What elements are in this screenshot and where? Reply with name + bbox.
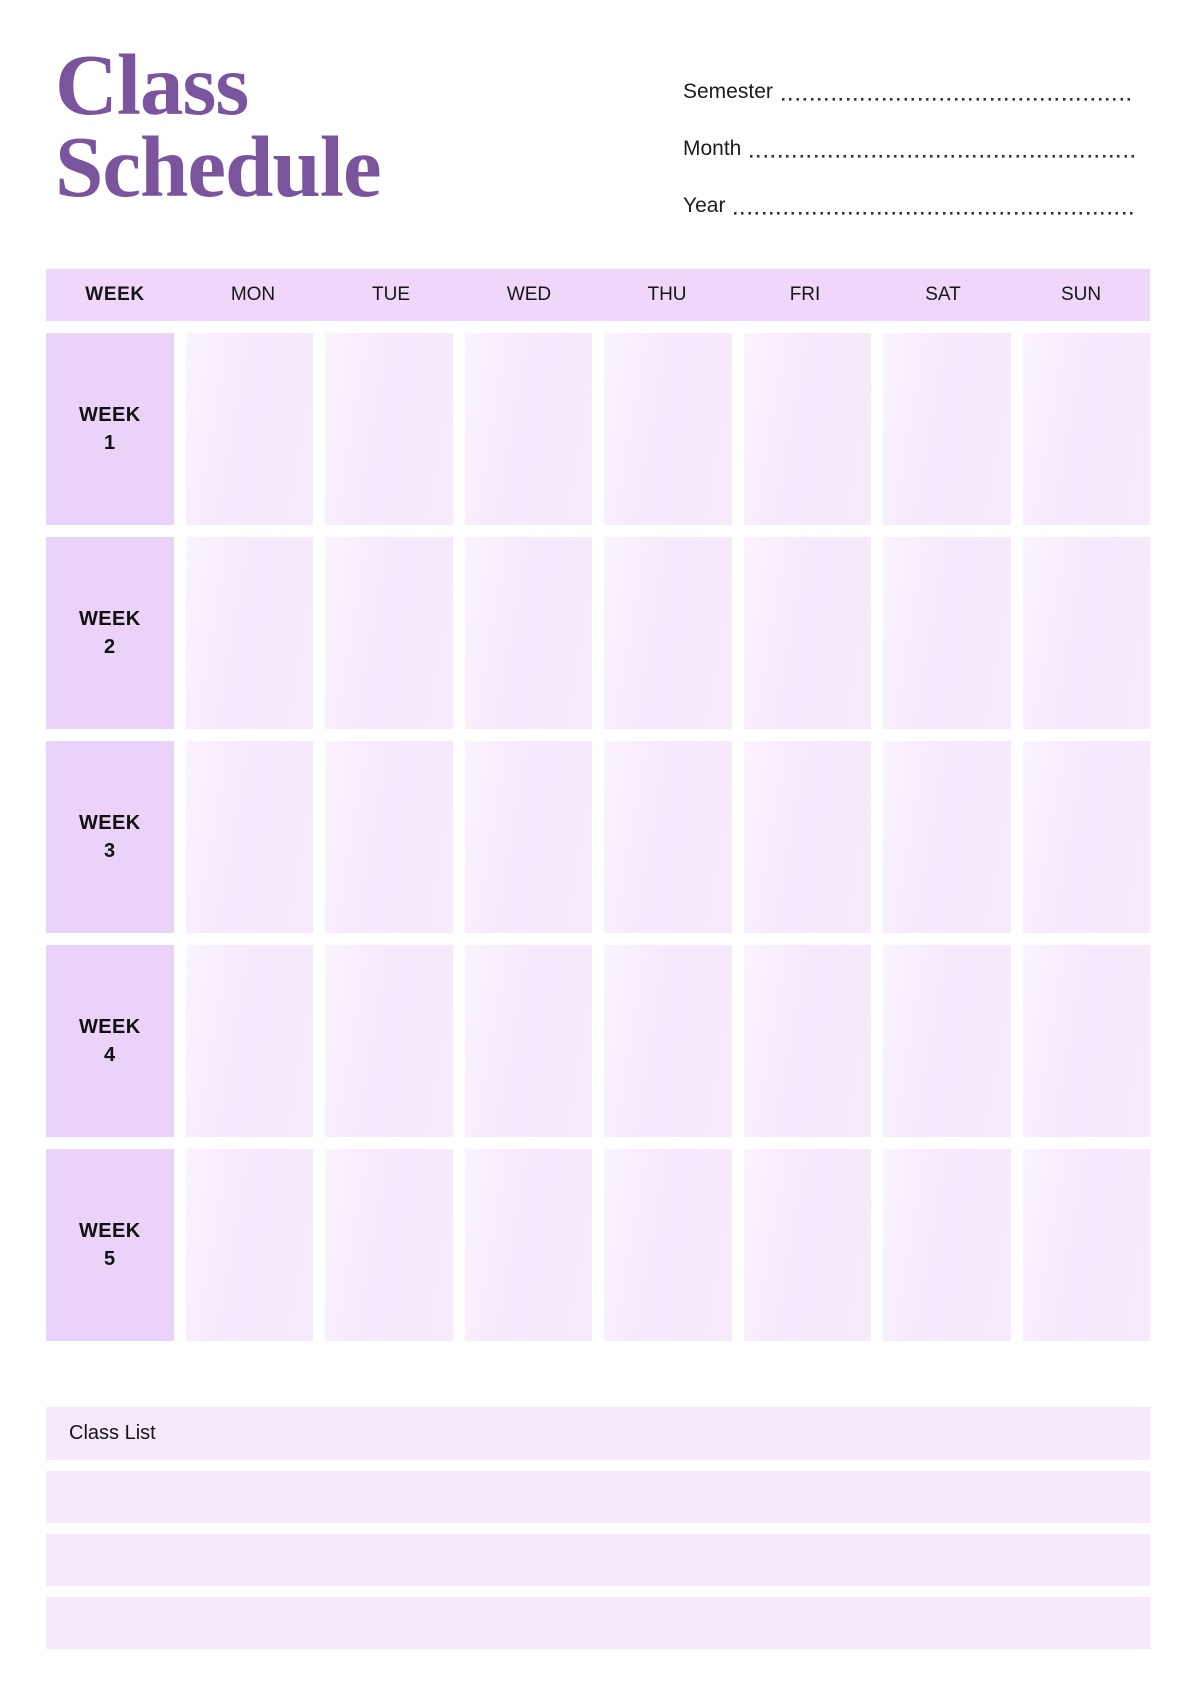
day-cell[interactable] [883,537,1011,729]
day-cell[interactable] [604,1149,732,1341]
class-list-rows [46,1471,1150,1649]
column-header-sat: SAT [925,284,961,305]
column-header-wed: WED [506,284,552,305]
day-cell[interactable] [325,333,453,525]
week-label-text: WEEK [78,1220,141,1242]
class-list-row[interactable] [46,1471,1150,1523]
semester-label: Semester [683,80,773,103]
month-label: Month [683,137,742,160]
week-label-text: WEEK [78,404,141,426]
day-cell[interactable] [325,741,453,933]
week-label-text: WEEK [78,812,141,834]
week-label-cell [46,1149,174,1341]
month-blank-line[interactable] [750,137,1134,161]
week-label-cell [46,741,174,933]
day-cell[interactable] [744,537,872,729]
day-cell[interactable] [186,537,314,729]
semester-blank-line[interactable] [782,80,1134,104]
month-field [683,137,1134,161]
day-cell[interactable] [883,333,1011,525]
class-list-title: Class List [69,1422,156,1444]
week-row-4 [46,945,1150,1137]
schedule-header-row [46,269,1150,321]
week-row-2 [46,537,1150,729]
day-cell[interactable] [604,537,732,729]
week-number-text: 4 [103,1044,116,1066]
column-header-sun: SUN [1060,284,1102,305]
year-field [683,194,1134,218]
week-number-text: 2 [103,636,116,658]
day-cell[interactable] [604,945,732,1137]
week-label-text: WEEK [78,608,141,630]
class-list-row[interactable] [46,1597,1150,1649]
day-cell[interactable] [604,333,732,525]
day-cell[interactable] [465,945,593,1137]
week-row-1 [46,333,1150,525]
day-cell[interactable] [883,945,1011,1137]
week-number-text: 3 [103,840,116,862]
column-header-mon: MON [230,284,276,305]
year-blank-line[interactable] [734,194,1134,218]
week-label-cell [46,945,174,1137]
column-header-week: WEEK [85,284,145,305]
class-list-header [46,1407,1150,1460]
week-number-text: 1 [103,432,116,454]
day-cell[interactable] [465,741,593,933]
day-cell[interactable] [325,1149,453,1341]
day-cell[interactable] [604,741,732,933]
week-number-text: 5 [103,1248,116,1270]
day-cell[interactable] [465,1149,593,1341]
day-cell[interactable] [1023,333,1151,525]
day-cell[interactable] [325,945,453,1137]
page-title-line2: Schedule [55,118,381,215]
day-cell[interactable] [465,333,593,525]
column-header-thu: THU [647,284,687,305]
day-cell[interactable] [186,333,314,525]
day-cell[interactable] [1023,537,1151,729]
column-header-fri: FRI [789,284,821,305]
week-label-text: WEEK [78,1016,141,1038]
column-header-tue: TUE [372,284,410,305]
day-cell[interactable] [744,741,872,933]
day-cell[interactable] [465,537,593,729]
day-cell[interactable] [325,537,453,729]
day-cell[interactable] [1023,945,1151,1137]
page-title-line1: Class [55,36,249,133]
day-cell[interactable] [883,1149,1011,1341]
class-list-row[interactable] [46,1534,1150,1586]
day-cell[interactable] [186,1149,314,1341]
class-list-section [46,1407,1150,1660]
week-row-5 [46,1149,1150,1341]
day-cell[interactable] [1023,1149,1151,1341]
day-cell[interactable] [1023,741,1151,933]
day-cell[interactable] [186,945,314,1137]
week-label-cell [46,537,174,729]
day-cell[interactable] [744,333,872,525]
year-label: Year [683,194,726,217]
day-cell[interactable] [744,945,872,1137]
week-label-cell [46,333,174,525]
week-row-3 [46,741,1150,933]
semester-field [683,80,1134,104]
day-cell[interactable] [186,741,314,933]
schedule-grid [46,333,1150,1353]
page-title [55,36,381,215]
header-fields [683,80,1134,251]
day-cell[interactable] [744,1149,872,1341]
day-cell[interactable] [883,741,1011,933]
